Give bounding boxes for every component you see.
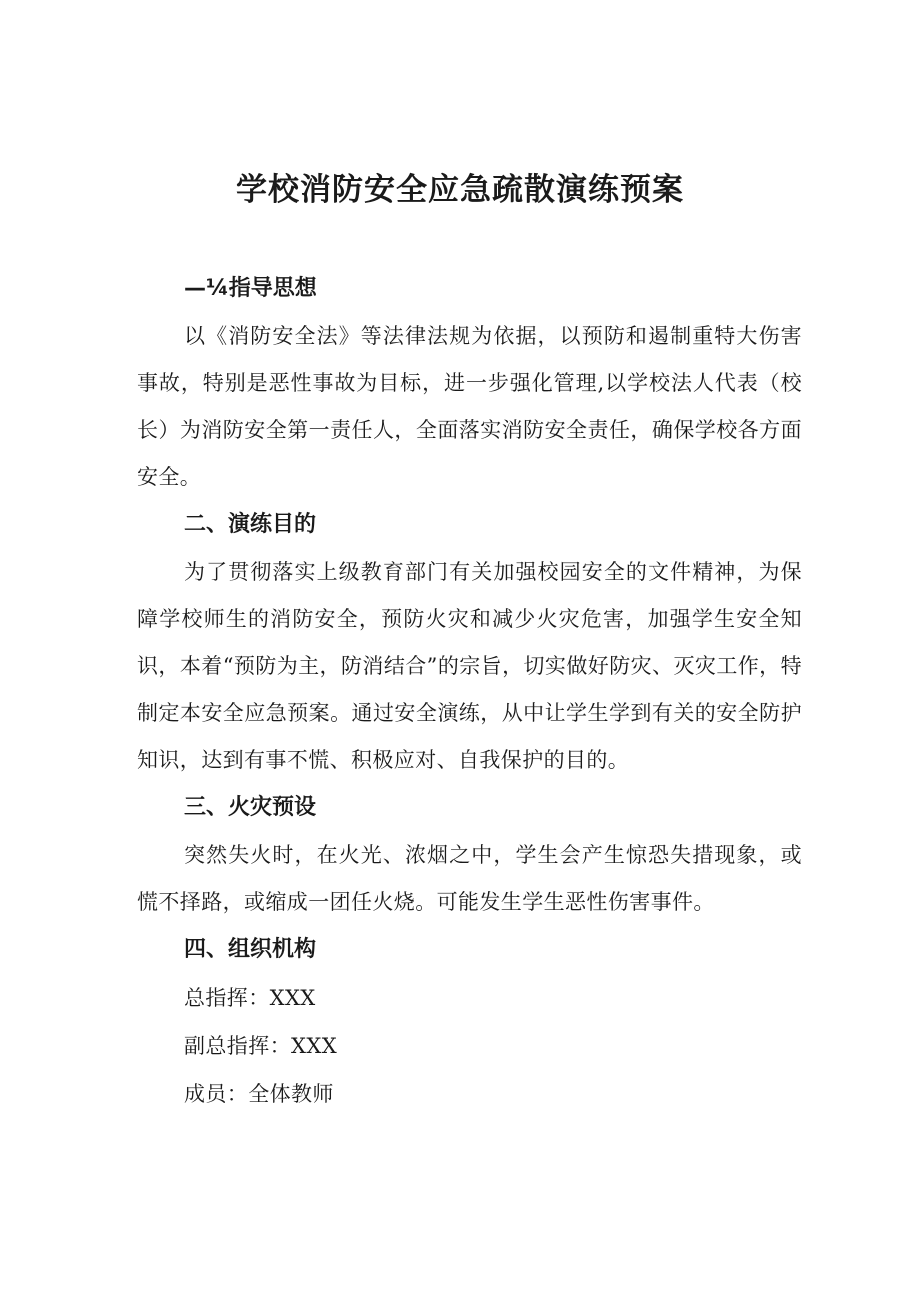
section-heading: 三、火灾预设: [184, 795, 317, 820]
members-line: 成员：全体教师: [184, 1082, 334, 1106]
document-title: 学校消防安全应急疏散演练预案: [236, 172, 684, 208]
document-body: [137, 265, 802, 1118]
deputy-commander-line: 副总指挥：XXX: [184, 1034, 338, 1058]
section-heading: 二、演练目的: [184, 512, 317, 537]
section-drill-purpose: [137, 501, 802, 784]
section-paragraph: 突然失火时，在火光、浓烟之中，学生会产生惊恐失措现象，或慌不择路，或缩成一团任火烧。可能发生学生恶性伤害事件。: [137, 843, 802, 914]
section-guiding-ideology: [137, 265, 802, 501]
commander-line: 总指挥：XXX: [184, 986, 316, 1010]
section-fire-scenario: [137, 784, 802, 926]
section-heading: —¼指导思想: [184, 276, 317, 301]
section-organization: [137, 926, 802, 1118]
section-paragraph: 以《消防安全法》等法律法规为依据，以预防和遏制重特大伤害事故，特别是恶性事故为目标，进一步强化管理,以学校法人代表（校长）为消防安全第一责任人，全面落实消防安全责任，确保学校各方面安全。: [137, 324, 802, 489]
section-paragraph: 为了贯彻落实上级教育部门有关加强校园安全的文件精神，为保障学校师生的消防安全，预防火灾和减少火灾危害，加强学生安全知识，本着“预防为主，防消结合”的宗旨，切实做好防灾、灭灾工作，特制定本安全应急预案。通过安全演练，从中让学生学到有关的安全防护知识，达到有事不慌、积极应对、自我保护的目的。: [137, 560, 802, 772]
section-heading: 四、组织机构: [184, 937, 317, 962]
